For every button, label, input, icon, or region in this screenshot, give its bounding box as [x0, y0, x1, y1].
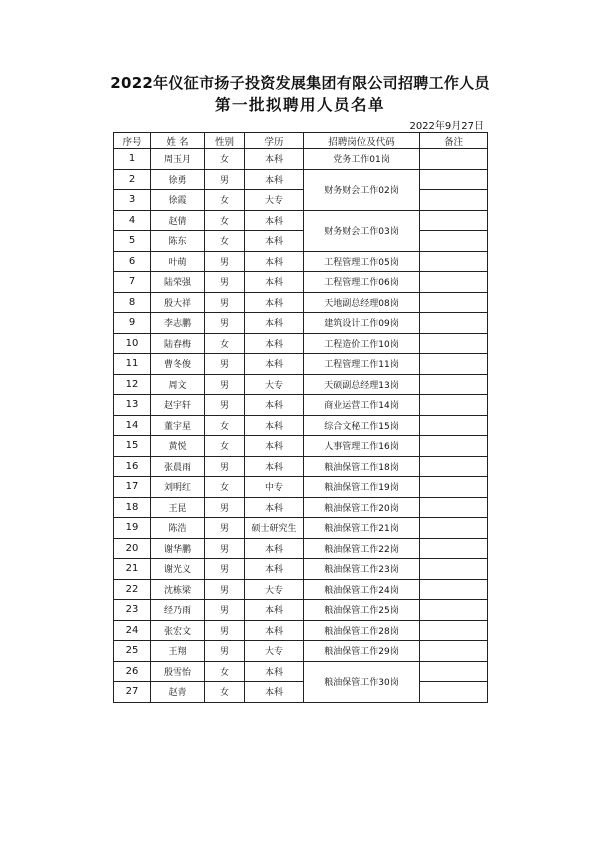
cell-remarks: [420, 620, 488, 641]
cell-gender: 男: [205, 354, 245, 375]
cell-education: 中专: [245, 477, 304, 498]
cell-name: 沈栋梁: [151, 579, 205, 600]
cell-remarks: [420, 149, 488, 170]
cell-remarks: [420, 477, 488, 498]
cell-remarks: [420, 579, 488, 600]
cell-position: 粮油保管工作23岗: [304, 559, 420, 580]
cell-index: 25: [114, 641, 151, 662]
cell-gender: 男: [205, 620, 245, 641]
table-row: [114, 190, 488, 211]
cell-name: 徐勇: [151, 169, 205, 190]
cell-name: 赵青: [151, 682, 205, 703]
header-name: 姓 名: [151, 133, 205, 149]
cell-index: 1: [114, 149, 151, 170]
cell-position: 工程管理工作11岗: [304, 354, 420, 375]
cell-gender: 男: [205, 374, 245, 395]
cell-index: 22: [114, 579, 151, 600]
cell-education: 本科: [245, 682, 304, 703]
table-row: [114, 661, 488, 682]
cell-education: 本科: [245, 272, 304, 293]
table-row: [114, 620, 488, 641]
cell-gender: 男: [205, 251, 245, 272]
cell-remarks: [420, 395, 488, 416]
cell-education: 本科: [245, 600, 304, 621]
table-row: [114, 169, 488, 190]
cell-education: 大专: [245, 190, 304, 211]
cell-name: 赵宇轩: [151, 395, 205, 416]
cell-gender: 女: [205, 661, 245, 682]
cell-position: 粮油保管工作21岗: [304, 518, 420, 539]
cell-remarks: [420, 559, 488, 580]
cell-education: 本科: [245, 559, 304, 580]
cell-position: 天硕副总经理13岗: [304, 374, 420, 395]
cell-education: 大专: [245, 374, 304, 395]
document-date: 2022年9月27日: [409, 121, 484, 132]
cell-gender: 女: [205, 210, 245, 231]
cell-name: 陆春梅: [151, 333, 205, 354]
cell-name: 经乃雨: [151, 600, 205, 621]
cell-index: 4: [114, 210, 151, 231]
cell-name: 周文: [151, 374, 205, 395]
cell-gender: 男: [205, 641, 245, 662]
cell-remarks: [420, 354, 488, 375]
cell-name: 陈东: [151, 231, 205, 252]
cell-position: 党务工作01岗: [304, 149, 420, 170]
table-row: [114, 251, 488, 272]
cell-position: 人事管理工作16岗: [304, 436, 420, 457]
cell-index: 24: [114, 620, 151, 641]
table-row: [114, 313, 488, 334]
cell-index: 14: [114, 415, 151, 436]
cell-education: 大专: [245, 579, 304, 600]
table-row: [114, 518, 488, 539]
cell-index: 12: [114, 374, 151, 395]
cell-remarks: [420, 374, 488, 395]
cell-name: 周玉月: [151, 149, 205, 170]
table-body: [114, 149, 488, 703]
cell-gender: 女: [205, 682, 245, 703]
cell-position: 工程管理工作06岗: [304, 272, 420, 293]
cell-name: 叶萌: [151, 251, 205, 272]
table-row: [114, 538, 488, 559]
cell-index: 3: [114, 190, 151, 211]
cell-gender: 男: [205, 497, 245, 518]
cell-gender: 男: [205, 579, 245, 600]
cell-index: 26: [114, 661, 151, 682]
cell-name: 陆荣强: [151, 272, 205, 293]
cell-education: 本科: [245, 538, 304, 559]
cell-remarks: [420, 518, 488, 539]
cell-education: 本科: [245, 661, 304, 682]
cell-remarks: [420, 600, 488, 621]
cell-position: 粮油保管工作29岗: [304, 641, 420, 662]
cell-position: 工程造价工作10岗: [304, 333, 420, 354]
table-row: [114, 600, 488, 621]
cell-gender: 男: [205, 600, 245, 621]
table-row: [114, 333, 488, 354]
cell-position: 财务财会工作02岗: [304, 169, 420, 210]
table-row: [114, 272, 488, 293]
cell-education: 本科: [245, 354, 304, 375]
cell-education: 本科: [245, 210, 304, 231]
cell-index: 9: [114, 313, 151, 334]
table-row: [114, 477, 488, 498]
cell-gender: 男: [205, 518, 245, 539]
table-row: [114, 456, 488, 477]
table-row: [114, 559, 488, 580]
cell-position: 工程管理工作05岗: [304, 251, 420, 272]
cell-remarks: [420, 641, 488, 662]
cell-remarks: [420, 169, 488, 190]
cell-position: 建筑设计工作09岗: [304, 313, 420, 334]
cell-index: 6: [114, 251, 151, 272]
hiring-table: [113, 132, 488, 703]
cell-education: 本科: [245, 497, 304, 518]
table-row: [114, 415, 488, 436]
cell-gender: 男: [205, 538, 245, 559]
cell-gender: 男: [205, 169, 245, 190]
header-education: 学历: [245, 133, 304, 149]
cell-education: 本科: [245, 415, 304, 436]
cell-remarks: [420, 190, 488, 211]
cell-position: 综合文秘工作15岗: [304, 415, 420, 436]
cell-index: 10: [114, 333, 151, 354]
cell-remarks: [420, 231, 488, 252]
cell-position: 粮油保管工作25岗: [304, 600, 420, 621]
cell-position: 粮油保管工作28岗: [304, 620, 420, 641]
cell-gender: 男: [205, 292, 245, 313]
table-row: [114, 354, 488, 375]
cell-name: 刘明红: [151, 477, 205, 498]
cell-remarks: [420, 456, 488, 477]
cell-education: 大专: [245, 641, 304, 662]
document-subtitle: 第一批拟聘用人员名单: [214, 96, 385, 114]
table-row: [114, 579, 488, 600]
cell-index: 23: [114, 600, 151, 621]
cell-position: 天地副总经理08岗: [304, 292, 420, 313]
cell-position: 商业运营工作14岗: [304, 395, 420, 416]
table-row: [114, 436, 488, 457]
cell-index: 18: [114, 497, 151, 518]
cell-name: 张宏文: [151, 620, 205, 641]
cell-name: 徐霞: [151, 190, 205, 211]
cell-index: 27: [114, 682, 151, 703]
header-position: 招聘岗位及代码: [304, 133, 420, 149]
cell-education: 本科: [245, 149, 304, 170]
cell-remarks: [420, 497, 488, 518]
cell-name: 李志鹏: [151, 313, 205, 334]
cell-education: 本科: [245, 395, 304, 416]
cell-name: 王翔: [151, 641, 205, 662]
cell-name: 王昆: [151, 497, 205, 518]
cell-remarks: [420, 292, 488, 313]
cell-index: 19: [114, 518, 151, 539]
cell-name: 曹冬俊: [151, 354, 205, 375]
cell-name: 赵倩: [151, 210, 205, 231]
table-row: [114, 641, 488, 662]
cell-remarks: [420, 415, 488, 436]
cell-gender: 女: [205, 415, 245, 436]
cell-position: 粮油保管工作20岗: [304, 497, 420, 518]
cell-remarks: [420, 436, 488, 457]
cell-gender: 男: [205, 456, 245, 477]
header-remarks: 备注: [420, 133, 488, 149]
cell-index: 13: [114, 395, 151, 416]
cell-index: 17: [114, 477, 151, 498]
cell-name: 殷大祥: [151, 292, 205, 313]
table-row: [114, 292, 488, 313]
cell-gender: 男: [205, 313, 245, 334]
cell-position: 粮油保管工作24岗: [304, 579, 420, 600]
cell-name: 黄悦: [151, 436, 205, 457]
cell-gender: 男: [205, 559, 245, 580]
cell-gender: 女: [205, 149, 245, 170]
cell-index: 2: [114, 169, 151, 190]
cell-index: 11: [114, 354, 151, 375]
cell-gender: 男: [205, 272, 245, 293]
cell-education: 本科: [245, 456, 304, 477]
cell-index: 21: [114, 559, 151, 580]
cell-remarks: [420, 272, 488, 293]
cell-name: 殷雪怡: [151, 661, 205, 682]
cell-position: 粮油保管工作22岗: [304, 538, 420, 559]
cell-remarks: [420, 210, 488, 231]
cell-education: 本科: [245, 292, 304, 313]
cell-education: 本科: [245, 436, 304, 457]
cell-name: 陈浩: [151, 518, 205, 539]
cell-name: 谢光义: [151, 559, 205, 580]
document-title: 2022年仪征市扬子投资发展集团有限公司招聘工作人员: [110, 74, 490, 92]
cell-remarks: [420, 682, 488, 703]
cell-name: 张晨雨: [151, 456, 205, 477]
cell-education: 本科: [245, 313, 304, 334]
cell-index: 20: [114, 538, 151, 559]
cell-gender: 女: [205, 333, 245, 354]
cell-index: 7: [114, 272, 151, 293]
cell-gender: 男: [205, 395, 245, 416]
cell-position: 财务财会工作03岗: [304, 210, 420, 251]
cell-education: 本科: [245, 251, 304, 272]
cell-index: 15: [114, 436, 151, 457]
table-row: [114, 497, 488, 518]
table-header-row: [114, 133, 488, 149]
cell-education: 本科: [245, 620, 304, 641]
cell-position: 粮油保管工作30岗: [304, 661, 420, 702]
cell-education: 本科: [245, 333, 304, 354]
cell-education: 本科: [245, 169, 304, 190]
table-row: [114, 231, 488, 252]
cell-gender: 女: [205, 231, 245, 252]
table-row: [114, 149, 488, 170]
cell-gender: 女: [205, 477, 245, 498]
cell-remarks: [420, 538, 488, 559]
table-row: [114, 210, 488, 231]
header-index: 序号: [114, 133, 151, 149]
cell-gender: 女: [205, 436, 245, 457]
cell-remarks: [420, 313, 488, 334]
header-gender: 性别: [205, 133, 245, 149]
cell-name: 董宇星: [151, 415, 205, 436]
table-row: [114, 682, 488, 703]
cell-education: 本科: [245, 231, 304, 252]
cell-position: 粮油保管工作18岗: [304, 456, 420, 477]
cell-remarks: [420, 333, 488, 354]
cell-index: 8: [114, 292, 151, 313]
cell-position: 粮油保管工作19岗: [304, 477, 420, 498]
cell-index: 5: [114, 231, 151, 252]
cell-index: 16: [114, 456, 151, 477]
cell-remarks: [420, 661, 488, 682]
cell-education: 硕士研究生: [245, 518, 304, 539]
cell-name: 谢华鹏: [151, 538, 205, 559]
cell-gender: 女: [205, 190, 245, 211]
cell-remarks: [420, 251, 488, 272]
table-row: [114, 374, 488, 395]
table-row: [114, 395, 488, 416]
